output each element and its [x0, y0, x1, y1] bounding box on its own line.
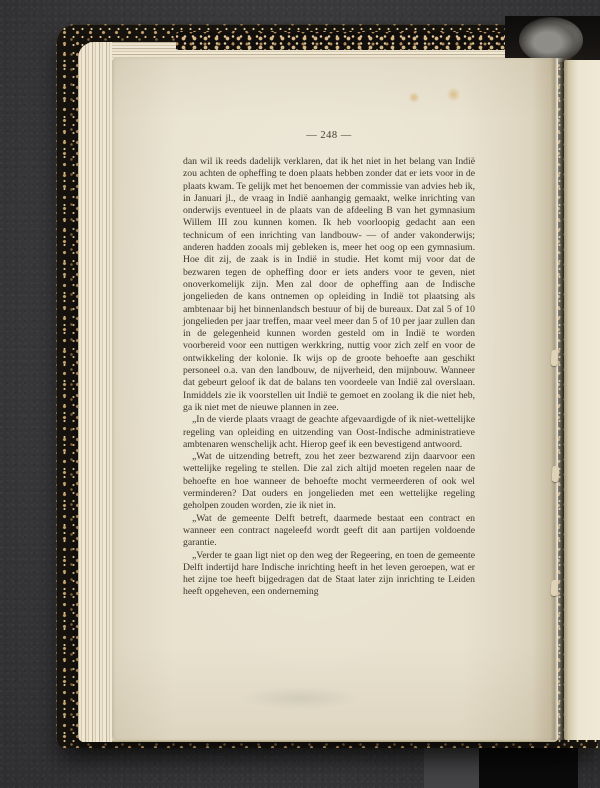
book-top-edge-speckling [176, 32, 524, 50]
paragraph: „In de vierde plaats vraagt de geachte afgevaardigde of ik niet-wettelijke regeling van opleiding en uitzending van Oost-Indische administratieve ambtenaren wenschelijk acht. Hierop geef ik een bevestigend antwoord. [183, 414, 475, 450]
page-smudge [240, 686, 360, 710]
page-text [183, 156, 475, 599]
paragraph: „Verder te gaan ligt niet op den weg der Regeering, en toen de gemeente Delft indertijd hare Indische inrichting heeft in het leven geroepen, wat er het zijne toe heeft bijgedragen dat de Staat later zijn inrichting te Leiden heeft opgeheven, een onderneming [183, 549, 475, 598]
table-shadow-light [424, 744, 479, 788]
page-stain [446, 88, 461, 101]
binding-thread [551, 580, 559, 596]
binding-thread [552, 466, 560, 482]
paragraph: „Wat de gemeente Delft betreft, daarmede bestaat een contract en wanneer een contract nageleefd wordt geeft dit aan partijen voldoende garantie. [183, 512, 475, 549]
paragraph: dan wil ik reeds dadelijk verklaren, dat ik het niet in het belang van Indië zou achten de opheffing te doen plaats hebben zonder dat er iets voor in de plaats kwam. Te gelijk met het benoemen der commissie van advies heb ik, in Januari jl., de vraag in Indië aanhangig gemaakt, welke inrichting van onderwijs eventueel in de plaats van de afdeeling B van het gymnasium Willem III zou kunnen komen. Ik heb voorloopig gedacht aan een technicum of een inrichting van landbouw- — of ander vakonderwijs; anderen hadden zooals mij gebleken is, meer het oog op een gymnasium. Hoe dit zij, de zaak is in Indië in studie. Het komt mij voor dat de bezwaren tegen de opheffing door er iets anders voor te geven, niet onoverkomelijk zijn. Men zal door de opheffing aan de Indische jongelieden de kans ontnemen op opleiding in Indië tot plaatsing als ambtenaar bij het binnenlandsch bestuur of bij de bureaux. Dat zal 5 of 10 jongelieden per jaar treffen, maar veel meer dan 5 of 10 per jaar zullen dan in de gelegenheid kunnen worden gesteld om in Indië te worden voorbereid voor een nuttigen werkkring, nuttig voor zich zelf en voor de ontwikkeling der kolonie. Ik wijs op de groote behoefte aan geschikt personeel o.a. van den landbouw, de nijverheid, den mijnbouw. Wanneer dat gebeurt geloof ik dat de balans ten voordeele van Indië zal overslaan. Inmiddels zie ik voorstellen uit Indië te gemoet en zoolang ik die niet heb, ga ik niet met de nieuwe plannen in zee. [183, 156, 475, 413]
page-number: — 248 — [306, 130, 352, 141]
binding-thread [551, 350, 559, 366]
book-page-left [112, 58, 558, 740]
book-headband-frayed [519, 17, 583, 63]
paragraph: „Wat de uitzending betreft, zou het zeer bezwarend zijn daarvoor een wettelijke regeling te stellen. Die zal zich altijd moeten regelen naar de behoefte en hoe wanneer de behoefte mocht vermeerderen of ook wel verminderen? Dat ouders en jongelieden met een wettelijke regeling geholpen zouden worden, zie ik niet in. [183, 451, 475, 512]
book-page-right-sliver [564, 60, 600, 740]
page-stain [408, 92, 420, 103]
